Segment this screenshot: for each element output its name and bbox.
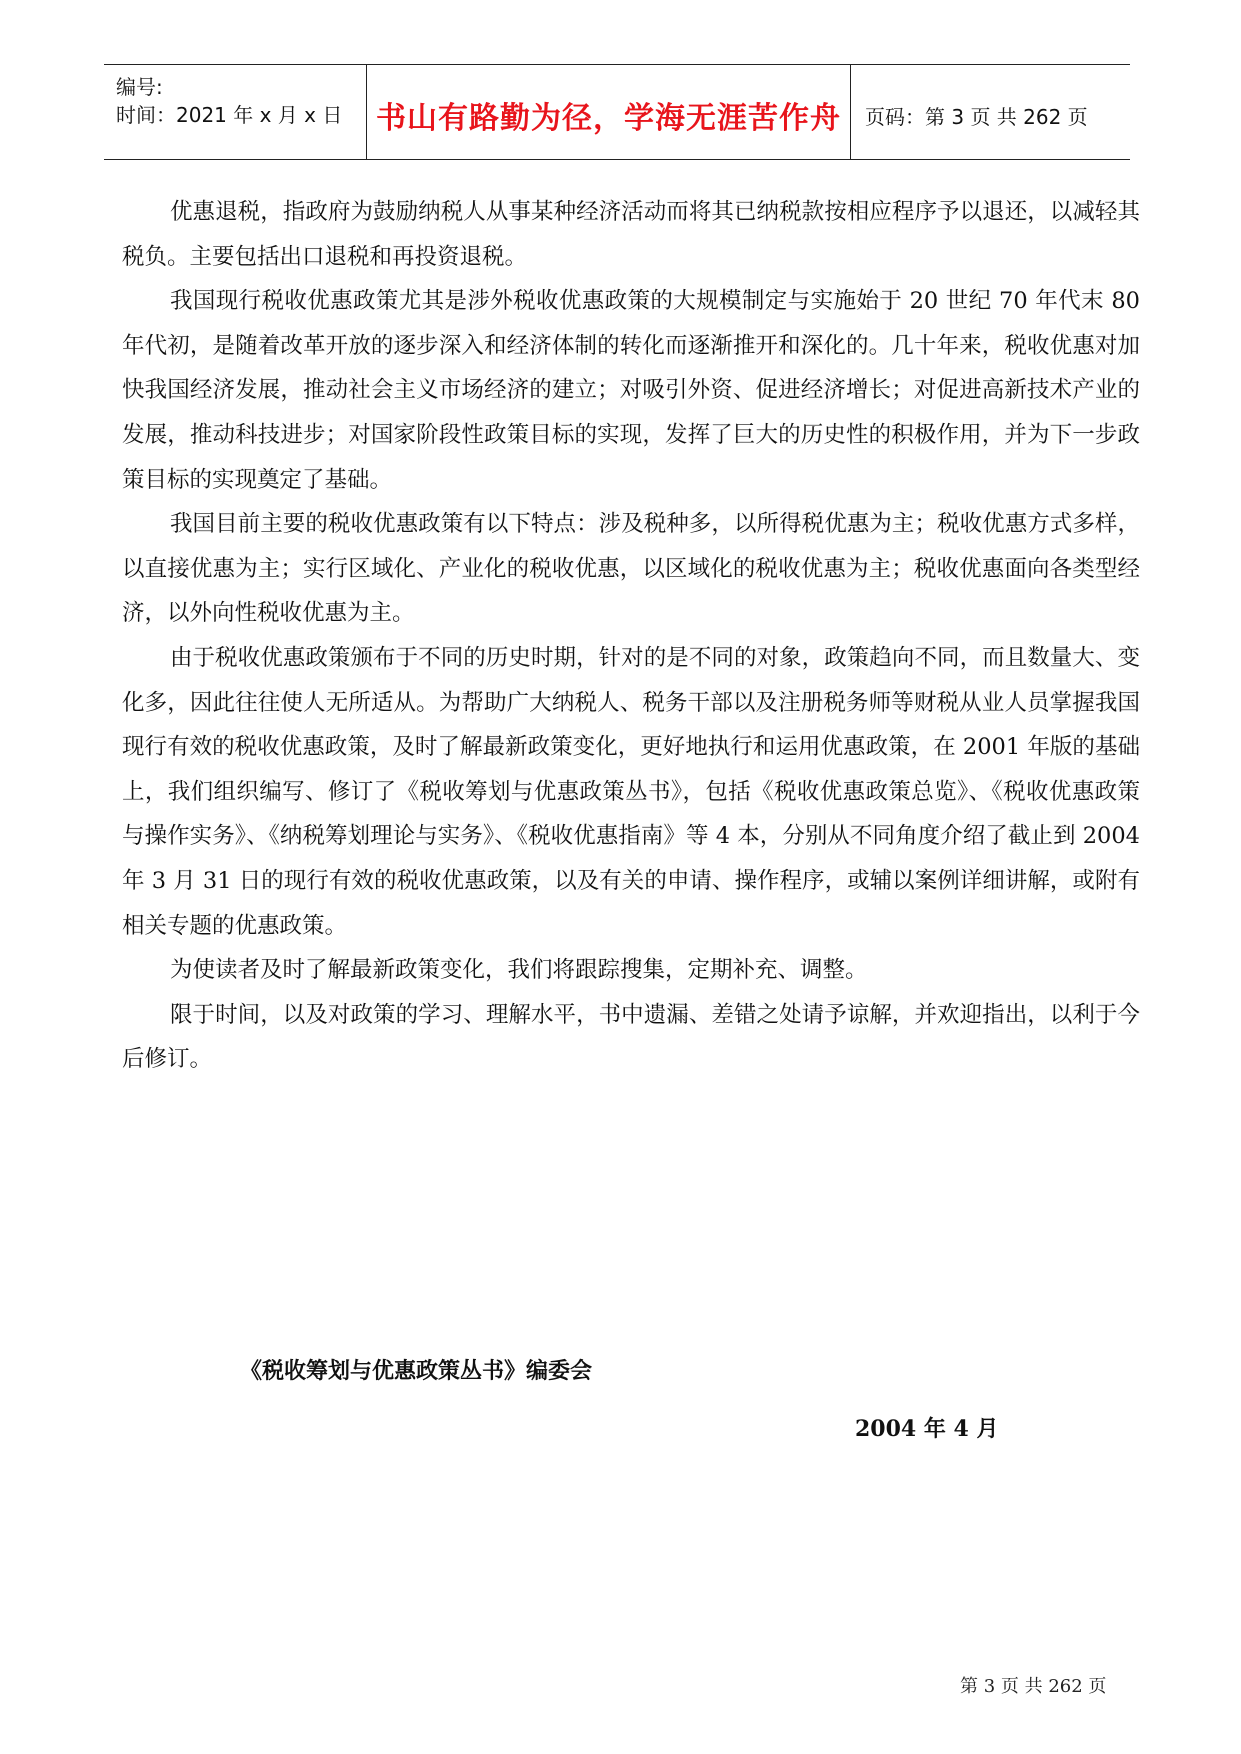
body-paragraph: 我国现行税收优惠政策尤其是涉外税收优惠政策的大规模制定与实施始于 20 世纪 70 年代末 80 年代初，是随着改革开放的逐步深入和经济体制的转化而逐渐推开和深化的。几十年来，税收优惠对加快我国经济发展，推动社会主义市场经济的建立；对吸引外资、促进经济增长；对促进高新技术产业的发展，推动科技进步；对国家阶段性政策目标的实现，发挥了巨大的历史性的积极作用，并为下一步政策目标的实现奠定了基础。 [122,288,1140,493]
document-number-label: 编号: [116,75,163,99]
document-time-label: 时间：2021 年 x 月 x 日 [116,103,343,127]
header-motto: 书山有路勤为径，学海无涯苦作舟 [376,101,841,136]
signature-date: 2004 年 4 月 [855,1416,999,1442]
header-right-cell [851,65,1130,159]
page-header [104,64,1130,160]
body-paragraph: 由于税收优惠政策颁布于不同的历史时期，针对的是不同的对象，政策趋向不同，而且数量大、变化多，因此往往使人无所适从。为帮助广大纳税人、税务干部以及注册税务师等财税从业人员掌握我国现行有效的税收优惠政策，及时了解最新政策变化，更好地执行和运用优惠政策，在 2001 年版的基础上，我们组织编写、修订了《税收筹划与优惠政策丛书》，包括《税收优惠政策总览》、《税收优惠政策与操作实务》、《纳税筹划理论与实务》、《税收优惠指南》等 4 本，分别从不同角度介绍了截止到 2004 年 3 月 31 日的现行有效的税收优惠政策，以及有关的申请、操作程序，或辅以案例详细讲解，或附有相关专题的优惠政策。 [122,644,1140,939]
header-page-label: 页码：第 3 页 共 262 页 [865,105,1088,129]
header-middle-cell [367,65,851,159]
body-paragraph: 优惠退税，指政府为鼓励纳税人从事某种经济活动而将其已纳税款按相应程序予以退还，以减轻其税负。主要包括出口退税和再投资退税。 [122,199,1140,270]
page-footer-number: 第 3 页 共 262 页 [960,1676,1107,1697]
body-paragraph: 限于时间，以及对政策的学习、理解水平，书中遗漏、差错之处请予谅解，并欢迎指出，以利于今后修订。 [122,1001,1140,1073]
body-paragraph: 为使读者及时了解最新政策变化，我们将跟踪搜集，定期补充、调整。 [170,957,868,984]
body-paragraph: 我国目前主要的税收优惠政策有以下特点：涉及税种多，以所得税优惠为主；税收优惠方式多样，以直接优惠为主；实行区域化、产业化的税收优惠，以区域化的税收优惠为主；税收优惠面向各类型经济，以外向性税收优惠为主。 [122,511,1140,627]
document-body [122,190,1140,1082]
signature-organization: 《税收筹划与优惠政策丛书》编委会 [240,1358,593,1384]
header-left-cell [104,65,367,159]
